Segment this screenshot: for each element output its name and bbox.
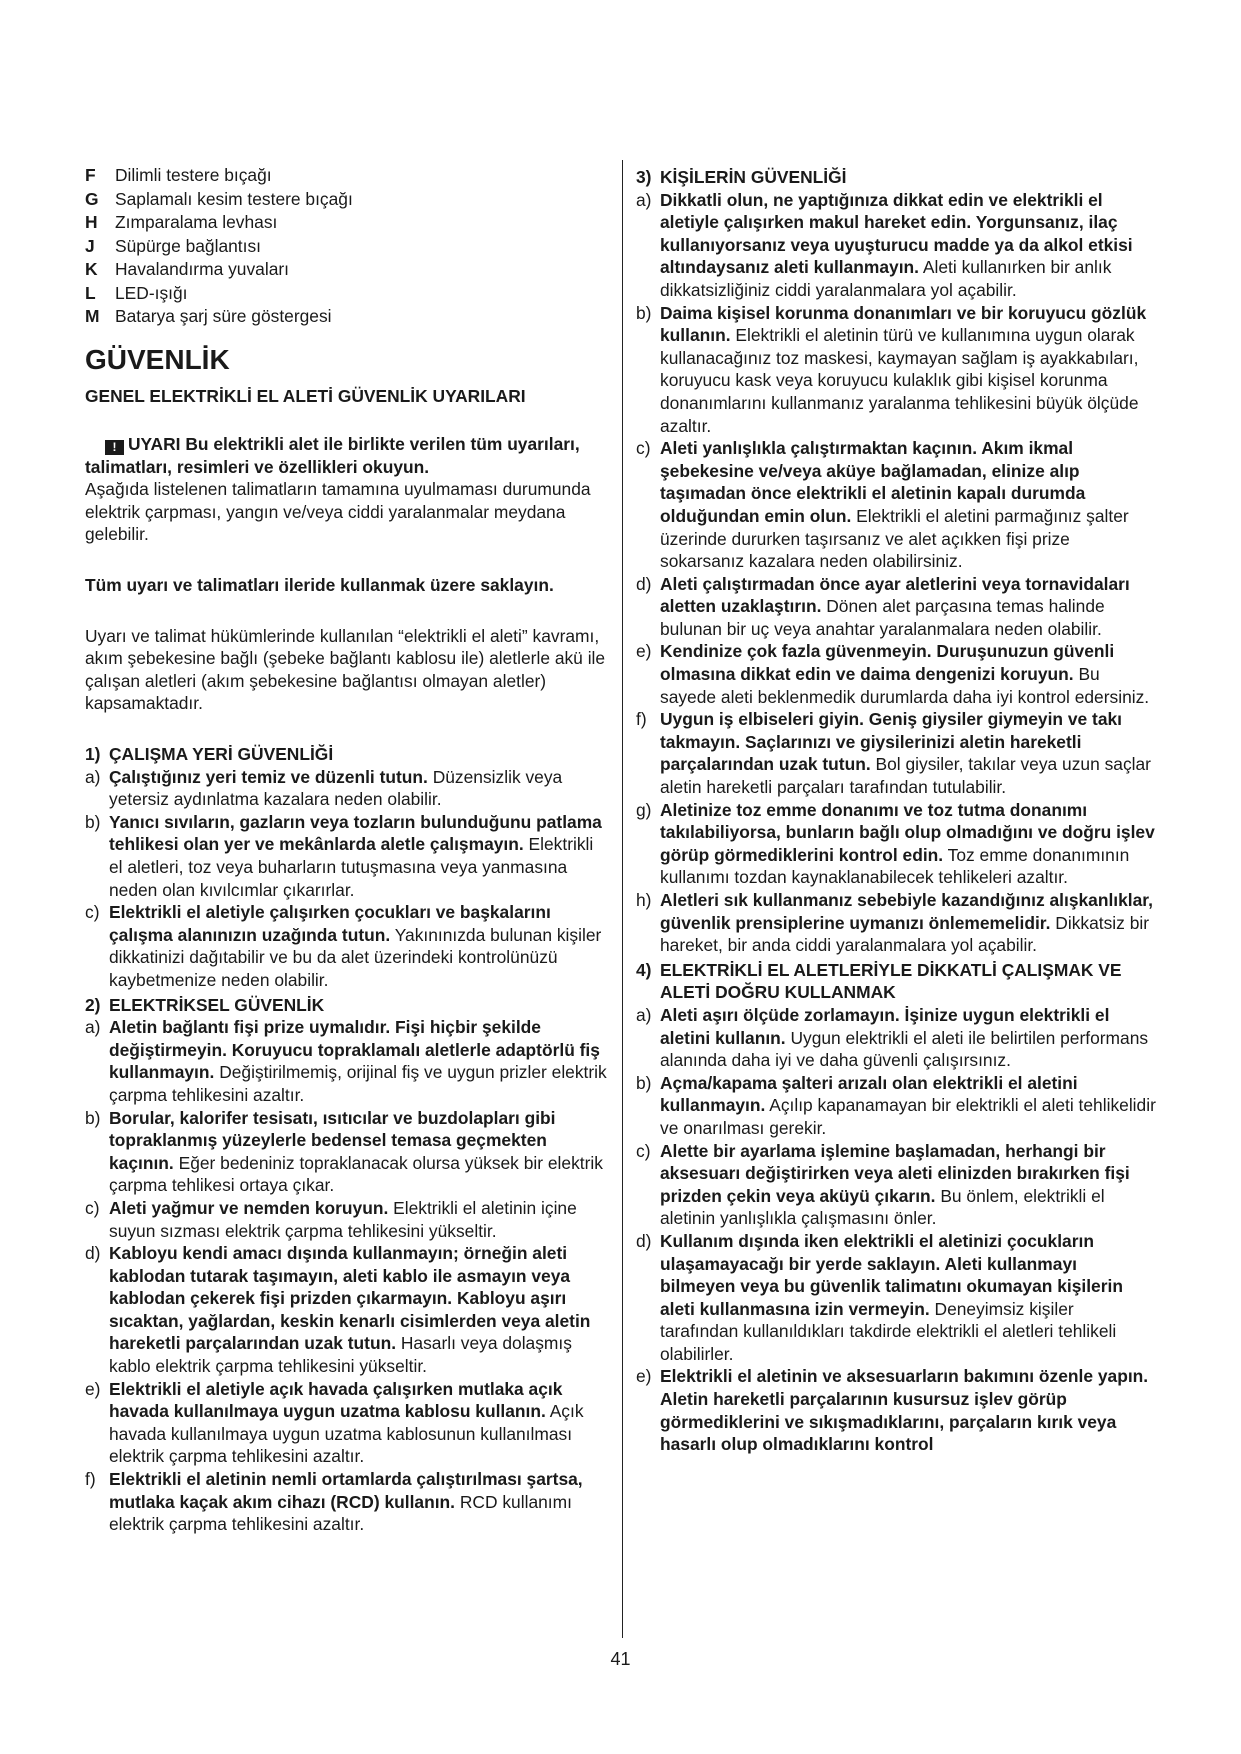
- legend-item: [85, 305, 610, 329]
- item-plain-text: Açılıp kapanamayan bir elektrikli el aleti tehlikelidir ve onarılması gerekir.: [660, 1095, 1156, 1138]
- section-title: [636, 166, 1156, 189]
- safety-item: [85, 1107, 610, 1197]
- safety-item: [636, 302, 1156, 438]
- item-bold-text: Aleti yağmur ve nemden koruyun.: [109, 1197, 389, 1218]
- legend-key: J: [85, 235, 95, 256]
- item-text: [109, 1378, 610, 1468]
- left-column: [85, 164, 610, 1536]
- safety-item: [85, 1197, 610, 1242]
- item-letter: e): [636, 641, 652, 662]
- item-text: [660, 1230, 1156, 1366]
- keep-instructions: Tüm uyarı ve talimatları ileride kullanmak üzere saklayın.: [85, 575, 554, 596]
- legend-key: F: [85, 165, 96, 185]
- item-text: [660, 640, 1156, 708]
- page-title: GÜVENLİK: [85, 343, 230, 375]
- item-plain-text: Toz emme donanımının kullanımı tozdan kaynaklanabilecek tehlikeleri azaltır.: [660, 844, 1130, 888]
- item-plain-text: Açık havada kullanılmaya uygun uzatma kablosunun kullanılması elektrik çarpma tehlikesini azaltır.: [109, 1401, 584, 1467]
- item-letter: c): [636, 1140, 651, 1161]
- legend-label: Batarya şarj süre göstergesi: [115, 306, 332, 326]
- legend-key: G: [85, 188, 99, 209]
- parts-legend: [85, 164, 610, 329]
- safety-section: [85, 743, 610, 992]
- legend-key: K: [85, 259, 98, 279]
- item-bold-text: Yanıcı sıvıların, gazların veya tozların bulunduğunu patlama tehlikesi olan yer ve mekânlarda aletle çalışmayın.: [109, 811, 602, 855]
- legend-label: Dilimli testere bıçağı: [115, 165, 272, 185]
- item-letter: b): [636, 1072, 652, 1093]
- section-number: 1): [85, 744, 101, 765]
- safety-item: [636, 1230, 1156, 1366]
- section-title: [85, 994, 610, 1017]
- section-number: 3): [636, 167, 652, 187]
- item-text: [109, 811, 610, 901]
- legend-item: [85, 258, 610, 282]
- item-bold-text: Açma/kapama şalteri arızalı olan elektrikli el aletini kullanmayın.: [660, 1072, 1078, 1116]
- section-title-text: KİŞİLERİN GÜVENLİĞİ: [660, 167, 847, 187]
- safety-item: [636, 799, 1156, 889]
- legend-key: L: [85, 282, 96, 303]
- left-sections: [85, 743, 610, 1536]
- safety-item: [85, 1016, 610, 1106]
- item-letter: a): [636, 189, 652, 210]
- item-text: [109, 1107, 610, 1197]
- item-letter: b): [85, 1107, 101, 1128]
- item-bold-text: Elektrikli el aletinin nemli ortamlarda çalıştırılması şartsa, mutlaka kaçak akım cihazı (RCD) kullanın.: [109, 1469, 583, 1512]
- page-number: 41: [610, 1649, 631, 1669]
- section-title-text: ELEKTRİKLİ EL ALETLERİYLE DİKKATLİ ÇALIŞMAK VE ALETİ DOĞRU KULLANMAK: [660, 959, 1122, 1003]
- item-bold-text: Dikkatli olun, ne yaptığınıza dikkat edin ve elektrikli el aletiyle çalışırken makul hareket edin. Yorgunsanız, ilaç kullanıyorsanız veya uyuşturucu madde ya da alkol etkisi altındaysanız aleti kullanmayın.: [660, 189, 1133, 278]
- safety-item: [85, 1378, 610, 1468]
- column-divider: [622, 160, 623, 1638]
- right-sections: [636, 166, 1156, 1456]
- item-bold-text: Çalıştığınız yeri temiz ve düzenli tutun.: [109, 766, 428, 787]
- item-plain-text: Değiştirilmemiş, orijinal fiş ve uygun prizler elektrik çarpma tehlikesini azaltır.: [109, 1062, 607, 1105]
- safety-item: [636, 889, 1156, 957]
- item-bold-text: Kullanım dışında iken elektrikli el aletinizi çocukların ulaşamayacağı bir yerde saklayın. Aleti kullanmayı bilmeyen veya bu güvenlik talimatını okumayan kişilerin aleti kullanmasına izin vermeyin.: [660, 1230, 1123, 1319]
- item-letter: a): [85, 766, 101, 787]
- item-bold-text: Kabloyu kendi amacı dışında kullanmayın; örneğin aleti kablodan tutarak taşımayın, aleti kablo ile asmayın veya kablodan çekerek fişi prizden çıkarmayın. Kabloyu aşırı sıcaktan, yağlardan, keskin kenarlı cisimlerden veya aletin hareketli parçalarından uzak tutun.: [109, 1243, 591, 1354]
- item-text: [660, 708, 1156, 798]
- legend-item: [85, 282, 610, 306]
- safety-item: [636, 640, 1156, 708]
- item-plain-text: Dönen alet parçasına temas halinde bulunan bir uç veya anahtar yaralanmalara neden olabilir.: [660, 596, 1105, 639]
- safety-section: [636, 959, 1156, 1456]
- section-number: 4): [636, 959, 652, 980]
- item-text: [660, 437, 1156, 573]
- legend-label: Havalandırma yuvaları: [115, 259, 289, 279]
- item-plain-text: Bu önlem, elektrikli el aletinin yanlışlıkla çalışmasını önler.: [660, 1185, 1105, 1229]
- item-bold-text: Elektrikli el aletiyle açık havada çalışırken mutlaka açık havada kullanılmaya uygun uzatma kablosu kullanın.: [109, 1378, 563, 1422]
- item-plain-text: Elektrikli el aletleri, toz veya buharların tutuşmasına veya yanmasına neden olan kıvılcımlar çıkarırlar.: [109, 834, 594, 900]
- safety-section: [85, 994, 610, 1536]
- safety-item: [636, 573, 1156, 641]
- item-letter: f): [636, 709, 647, 730]
- item-plain-text: Yakınınızda bulunan kişiler dikkatinizi dağıtabilir ve bu da alet üzerindeki kontrolünüzü kaybetmenize neden olabilir.: [109, 924, 602, 990]
- legend-item: [85, 164, 610, 188]
- definition-paragraph: Uyarı ve talimat hükümlerinde kullanılan “elektrikli el aleti” kavramı, akım şebekesine bağlı (şebeke bağlantı kablosu ile) aletlerle akü ile çalışan aletleri (akım şebekesine bağlantısı olmayan aletler) kapsamaktadır.: [85, 625, 606, 714]
- right-column: [636, 164, 1156, 1456]
- warning-text: Aşağıda listelenen talimatların tamamına uyulmaması durumunda elektrik çarpması, yangın ve/veya ciddi yaralanmalar meydana gelebilir.: [85, 479, 591, 545]
- item-bold-text: Aleti çalıştırmadan önce ayar aletlerini veya tornavidaları aletten uzaklaştırın.: [660, 573, 1130, 617]
- item-text: [109, 1197, 610, 1242]
- item-plain-text: Uygun elektrikli el aleti ile belirtilen performans alanında daha iyi ve daha güvenli çalışırsınız.: [660, 1027, 1149, 1071]
- section-title: [636, 959, 1156, 1004]
- item-plain-text: Elektrikli el aletinin türü ve kullanımına uygun olarak kullanacağınız toz maskesi, kaymayan sağlam iş ayakkabıları, koruyucu kask veya koruyucu kulaklık gibi kişisel korunma donanımlarını kullanmanız yaralanma tehlikesini büyük ölçüde azaltır.: [660, 325, 1139, 436]
- safety-item: [636, 1365, 1156, 1455]
- item-plain-text: Deneyimsiz kişiler tarafından kullanıldıkları takdirde elektrikli el aletleri tehlikeli olabilirler.: [660, 1298, 1117, 1364]
- legend-label: Süpürge bağlantısı: [115, 235, 261, 256]
- legend-item: [85, 188, 610, 212]
- safety-section: [636, 166, 1156, 957]
- section-number: 2): [85, 994, 101, 1015]
- item-plain-text: Aleti kullanırken bir anlık dikkatsizliğiniz ciddi yaralanmalara yol açabilir.: [660, 257, 1112, 300]
- item-plain-text: Hasarlı veya dolaşmış kablo elektrik çarpma tehlikesini yükseltir.: [109, 1333, 572, 1377]
- item-letter: b): [636, 302, 652, 323]
- item-letter: b): [85, 811, 101, 832]
- item-text: [109, 901, 610, 991]
- item-text: [660, 1072, 1156, 1140]
- section-title: [85, 743, 610, 766]
- safety-item: [636, 708, 1156, 798]
- safety-item: [85, 901, 610, 991]
- item-letter: a): [85, 1017, 101, 1038]
- item-bold-text: Alette bir ayarlama işlemine başlamadan, herhangi bir aksesuarı değiştirirken veya aleti elinizden bırakırken fişi prizden çekin veya aküyü çıkarın.: [660, 1140, 1130, 1206]
- item-bold-text: Aleti aşırı ölçüde zorlamayın. İşinize uygun elektrikli el aletini kullanın.: [660, 1004, 1110, 1048]
- safety-item: [85, 1242, 610, 1378]
- item-text: [109, 1468, 610, 1536]
- item-bold-text: Daima kişisel korunma donanımları ve bir koruyucu gözlük kullanın.: [660, 302, 1147, 346]
- item-letter: a): [636, 1004, 652, 1025]
- item-bold-text: Kendinize çok fazla güvenmeyin. Duruşunuzun güvenli olmasına dikkat edin ve daima dengenizi koruyun.: [660, 641, 1115, 685]
- item-letter: g): [636, 799, 652, 820]
- item-plain-text: Elektrikli el aletini parmağınız şalter üzerinde dururken taşırsanız ve alet açıkken fişi prize sokarsanız kazalara neden olabilirsiniz.: [660, 505, 1129, 572]
- item-text: [660, 889, 1156, 957]
- legend-label: Saplamalı kesim testere bıçağı: [115, 188, 353, 209]
- safety-item: [85, 766, 610, 811]
- item-bold-text: Elektrikli el aletiyle çalışırken çocukları ve başkalarını çalışma alanınızın uzağında tutun.: [109, 902, 551, 945]
- item-bold-text: Aletleri sık kullanmanız sebebiyle kazandığınız alışkanlıklar, güvenlik prensiplerine uymanızı önlememelidir.: [660, 890, 1153, 933]
- item-text: [660, 799, 1156, 889]
- section-subheading: GENEL ELEKTRİKLİ EL ALETİ GÜVENLİK UYARILARI: [85, 385, 526, 406]
- item-text: [660, 573, 1156, 641]
- item-text: [109, 1016, 610, 1106]
- item-plain-text: Bol giysiler, takılar veya uzun saçlar aletin hareketli parçaları tarafından tutulabilir.: [660, 754, 1151, 798]
- warning-paragraph: [85, 433, 610, 546]
- item-letter: d): [85, 1243, 101, 1264]
- item-bold-text: Borular, kalorifer tesisatı, ısıtıcılar ve buzdolapları gibi topraklanmış yüzeylerle bedensel temasa geçmekten kaçının.: [109, 1107, 556, 1173]
- item-letter: c): [85, 902, 100, 923]
- item-bold-text: Uygun iş elbiseleri giyin. Geniş giysiler giymeyin ve takı takmayın. Saçlarınızı ve giysilerinizi aletin hareketli parçalarından uzak tutun.: [660, 709, 1122, 775]
- item-text: [109, 1242, 610, 1378]
- item-text: [660, 1004, 1156, 1072]
- legend-key: H: [85, 212, 98, 232]
- item-plain-text: Eğer bedeniniz topraklanacak olursa yüksek bir elektrik çarpma tehlikesi ortaya çıkar.: [109, 1152, 603, 1196]
- safety-item: [636, 1072, 1156, 1140]
- item-text: [660, 189, 1156, 302]
- item-text: [660, 1365, 1156, 1455]
- item-text: [660, 302, 1156, 438]
- item-letter: e): [636, 1366, 652, 1387]
- item-letter: d): [636, 573, 652, 594]
- legend-key: M: [85, 306, 100, 326]
- item-bold-text: Aleti yanlışlıkla çalıştırmaktan kaçının. Akım ikmal şebekesine ve/veya aküye bağlamadan, elinize alıp taşımadan önce elektrikli el aletinin kapalı durumda olduğundan emin olun.: [660, 438, 1086, 526]
- item-plain-text: Düzensizlik veya yetersiz aydınlatma kazalara neden olabilir.: [109, 766, 563, 810]
- section-title-text: ÇALIŞMA YERİ GÜVENLİĞİ: [109, 744, 334, 765]
- legend-item: [85, 211, 610, 235]
- item-plain-text: RCD kullanımı elektrik çarpma tehlikesini azaltır.: [109, 1491, 572, 1535]
- safety-item: [85, 811, 610, 901]
- safety-item: [85, 1468, 610, 1536]
- safety-item: [636, 1004, 1156, 1072]
- item-plain-text: Elektrikli el aletinin içine suyun sızması elektrik çarpma tehlikesini yükseltir.: [109, 1197, 577, 1241]
- item-plain-text: Dikkatsiz bir hareket, bir anda ciddi yaralanmalara yol açabilir.: [660, 912, 1150, 956]
- item-bold-text: Aletin bağlantı fişi prize uymalıdır. Fişi hiçbir şekilde değiştirmeyin. Koruyucu topraklamalı aletlerle adaptörlü fiş kullanmayın.: [109, 1017, 600, 1083]
- item-plain-text: Bu sayede aleti beklenmedik durumlarda daha iyi kontrol edersiniz.: [660, 664, 1150, 707]
- legend-item: [85, 235, 610, 259]
- item-bold-text: Elektrikli el aletinin ve aksesuarların bakımını özenle yapın. Aletin hareketli parçalarının kusursuz işlev görüp görmediklerini ve sıkışmadıklarını, parçaların kırık veya hasarlı olup olmadıklarını kontrol: [660, 1366, 1149, 1455]
- warning-bold-text: UYARI Bu elektrikli alet ile birlikte verilen tüm uyarıları, talimatları, resimleri ve özellikleri okuyun.: [85, 434, 580, 477]
- warning-triangle-icon: !: [105, 440, 124, 455]
- item-letter: f): [85, 1469, 96, 1490]
- item-text: [660, 1140, 1156, 1230]
- legend-label: Zımparalama levhası: [115, 212, 278, 232]
- item-bold-text: Aletinize toz emme donanımı ve toz tutma donanımı takılabiliyorsa, bunların bağlı olup olmadığını ve doğru işlev görüp görmediklerini kontrol edin.: [660, 799, 1155, 865]
- item-letter: h): [636, 890, 652, 910]
- safety-item: [636, 437, 1156, 573]
- safety-item: [636, 189, 1156, 302]
- safety-item: [636, 1140, 1156, 1230]
- item-letter: d): [636, 1230, 652, 1251]
- section-title-text: ELEKTRİKSEL GÜVENLİK: [109, 994, 325, 1015]
- legend-label: LED-ışığı: [115, 282, 188, 303]
- item-letter: e): [85, 1378, 101, 1399]
- item-text: [109, 766, 610, 811]
- item-letter: c): [85, 1197, 100, 1218]
- item-letter: c): [636, 438, 651, 459]
